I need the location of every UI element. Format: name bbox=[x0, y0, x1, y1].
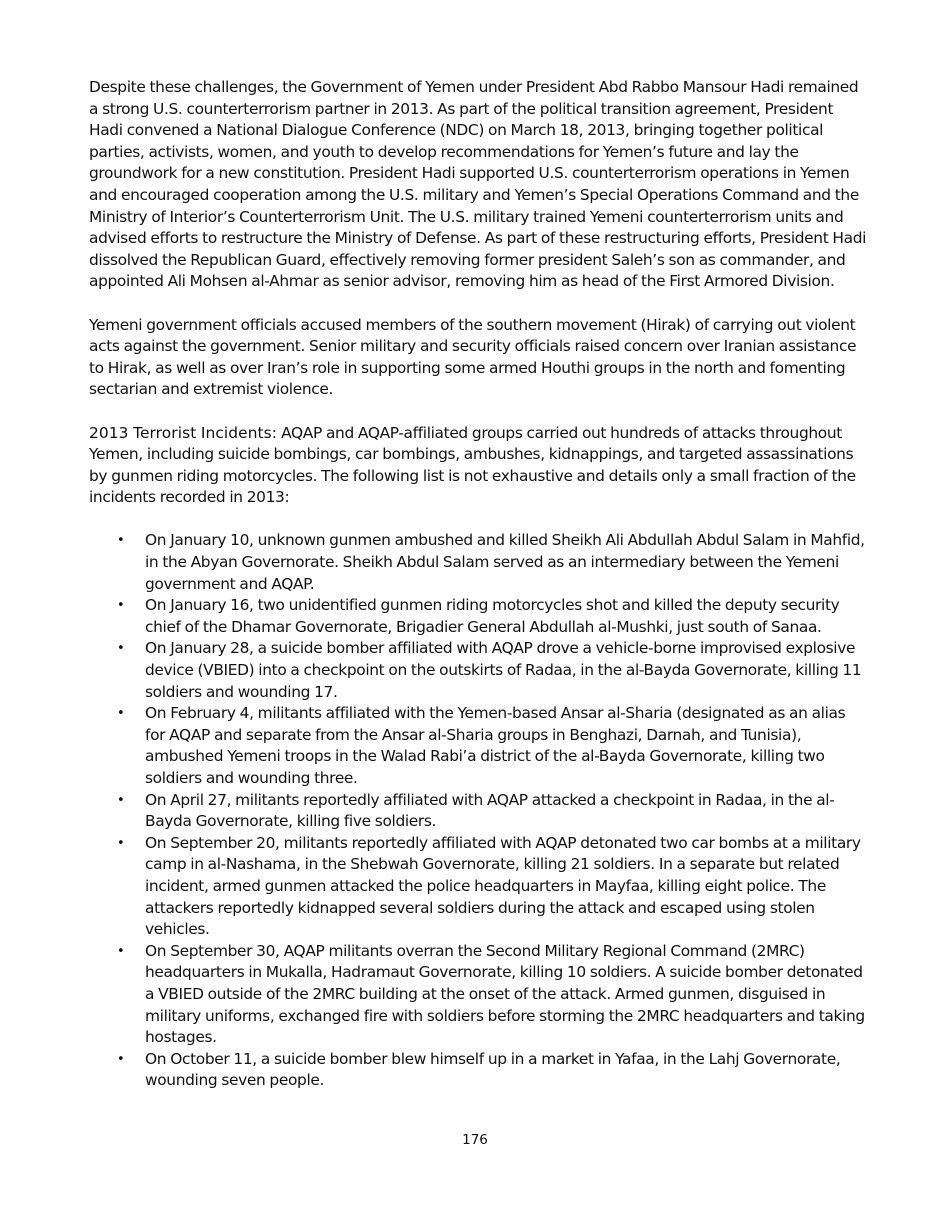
section-intro-text: AQAP and AQAP-affiliated groups carried out hundreds of attacks throughout Yemen, including suicide bombings, car bombings, ambushes, kidnappings, and targeted assassinations by gunmen riding motorcycles. The following list is not exhaustive and details only a small fraction of the incidents recorded in 2013: bbox=[89, 423, 856, 507]
bullet-icon: • bbox=[117, 706, 125, 722]
list-item bbox=[89, 530, 869, 595]
incident-list bbox=[89, 530, 869, 1091]
bullet-icon: • bbox=[117, 533, 125, 549]
list-item bbox=[89, 703, 869, 789]
list-item-text: On September 20, militants reportedly affiliated with AQAP detonated two car bombs at a military camp in al-Nashama, in the Shebwah Governorate, killing 21 soldiers. In a separate but related incident, armed gunmen attacked the police headquarters in Mayfaa, killing eight police. The attackers reportedly kidnapped several soldiers during the attack and escaped using stolen vehicles. bbox=[145, 833, 861, 939]
bullet-icon: • bbox=[117, 792, 125, 808]
list-item-text: On April 27, militants reportedly affiliated with AQAP attacked a checkpoint in Radaa, in the al-Bayda Governorate, killing five soldiers. bbox=[145, 790, 835, 831]
bullet-icon: • bbox=[117, 943, 125, 959]
list-item bbox=[89, 790, 869, 833]
paragraph-southern-movement: Yemeni government officials accused members of the southern movement (Hirak) of carrying out violent acts against the government. Senior military and security officials raised concern over Iranian assistance to Hirak, as well as over Iran’s role in supporting some armed Houthi groups in the north and fomenting sectarian and extremist violence. bbox=[89, 315, 857, 399]
list-item-text: On January 28, a suicide bomber affiliated with AQAP drove a vehicle-borne improvised explosive device (VBIED) into a checkpoint on the outskirts of Radaa, in the al-Bayda Governorate, killing 11 soldiers and wounding 17. bbox=[145, 639, 862, 701]
list-item bbox=[89, 638, 869, 703]
list-item-text: On January 16, two unidentified gunmen riding motorcycles shot and killed the deputy security chief of the Dhamar Governorate, Brigadier General Abdullah al-Mushki, just south of Sanaa. bbox=[145, 596, 840, 636]
list-item bbox=[89, 595, 869, 638]
list-item-text: On October 11, a suicide bomber blew himself up in a market in Yafaa, in the Lahj Governorate, wounding seven people. bbox=[145, 1049, 841, 1090]
bullet-icon: • bbox=[117, 1051, 125, 1067]
list-item-text: On January 10, unknown gunmen ambushed and killed Sheikh Ali Abdullah Abdul Salam in Mahfid, in the Abyan Governorate. Sheikh Abdul Salam served as an intermediary between the Yemeni government and AQAP. bbox=[145, 531, 865, 593]
list-item bbox=[89, 833, 869, 941]
document-body bbox=[89, 77, 869, 1092]
bullet-icon: • bbox=[117, 598, 125, 614]
paragraph-government-partnership: Despite these challenges, the Government of Yemen under President Abd Rabbo Mansour Hadi remained a strong U.S. counterterrorism partner in 2013. As part of the political transition agreement, President Hadi convened a National Dialogue Conference (NDC) on March 18, 2013, bringing together political parties, activists, women, and youth to develop recommendations for Yemen’s future and lay the groundwork for a new constitution. President Hadi supported U.S. counterterrorism operations in Yemen and encouraged cooperation among the U.S. military and Yemen’s Special Operations Command and the Ministry of Interior’s Counterterrorism Unit. The U.S. military trained Yemeni counterterrorism units and advised efforts to restructure the Ministry of Defense. As part of these restructuring efforts, President Hadi dissolved the Republican Guard, effectively removing former president Saleh’s son as commander, and appointed Ali Mohsen al-Ahmar as senior advisor, removing him as head of the First Armored Division. bbox=[89, 78, 867, 291]
page-number: 176 bbox=[462, 1132, 488, 1148]
paragraph-incidents-intro bbox=[89, 423, 869, 509]
list-item bbox=[89, 1049, 869, 1092]
list-item bbox=[89, 941, 869, 1049]
section-heading: 2013 Terrorist Incidents: bbox=[89, 423, 278, 442]
bullet-icon: • bbox=[117, 641, 125, 657]
list-item-text: On February 4, militants affiliated with the Yemen-based Ansar al-Sharia (designated as an alias for AQAP and separate from the Ansar al-Sharia groups in Benghazi, Darnah, and Tunisia), ambushed Yemeni troops in the Walad Rabi’a district of the al-Bayda Governorate, killing two soldiers and wounding three. bbox=[145, 704, 846, 787]
bullet-icon: • bbox=[117, 835, 125, 851]
list-item-text: On September 30, AQAP militants overran the Second Military Regional Command (2MRC) headquarters in Mukalla, Hadramaut Governorate, killing 10 soldiers. A suicide bomber detonated a VBIED outside of the 2MRC building at the onset of the attack. Armed gunmen, disguised in military uniforms, exchanged fire with soldiers before storming the 2MRC headquarters and taking hostages. bbox=[145, 941, 865, 1047]
